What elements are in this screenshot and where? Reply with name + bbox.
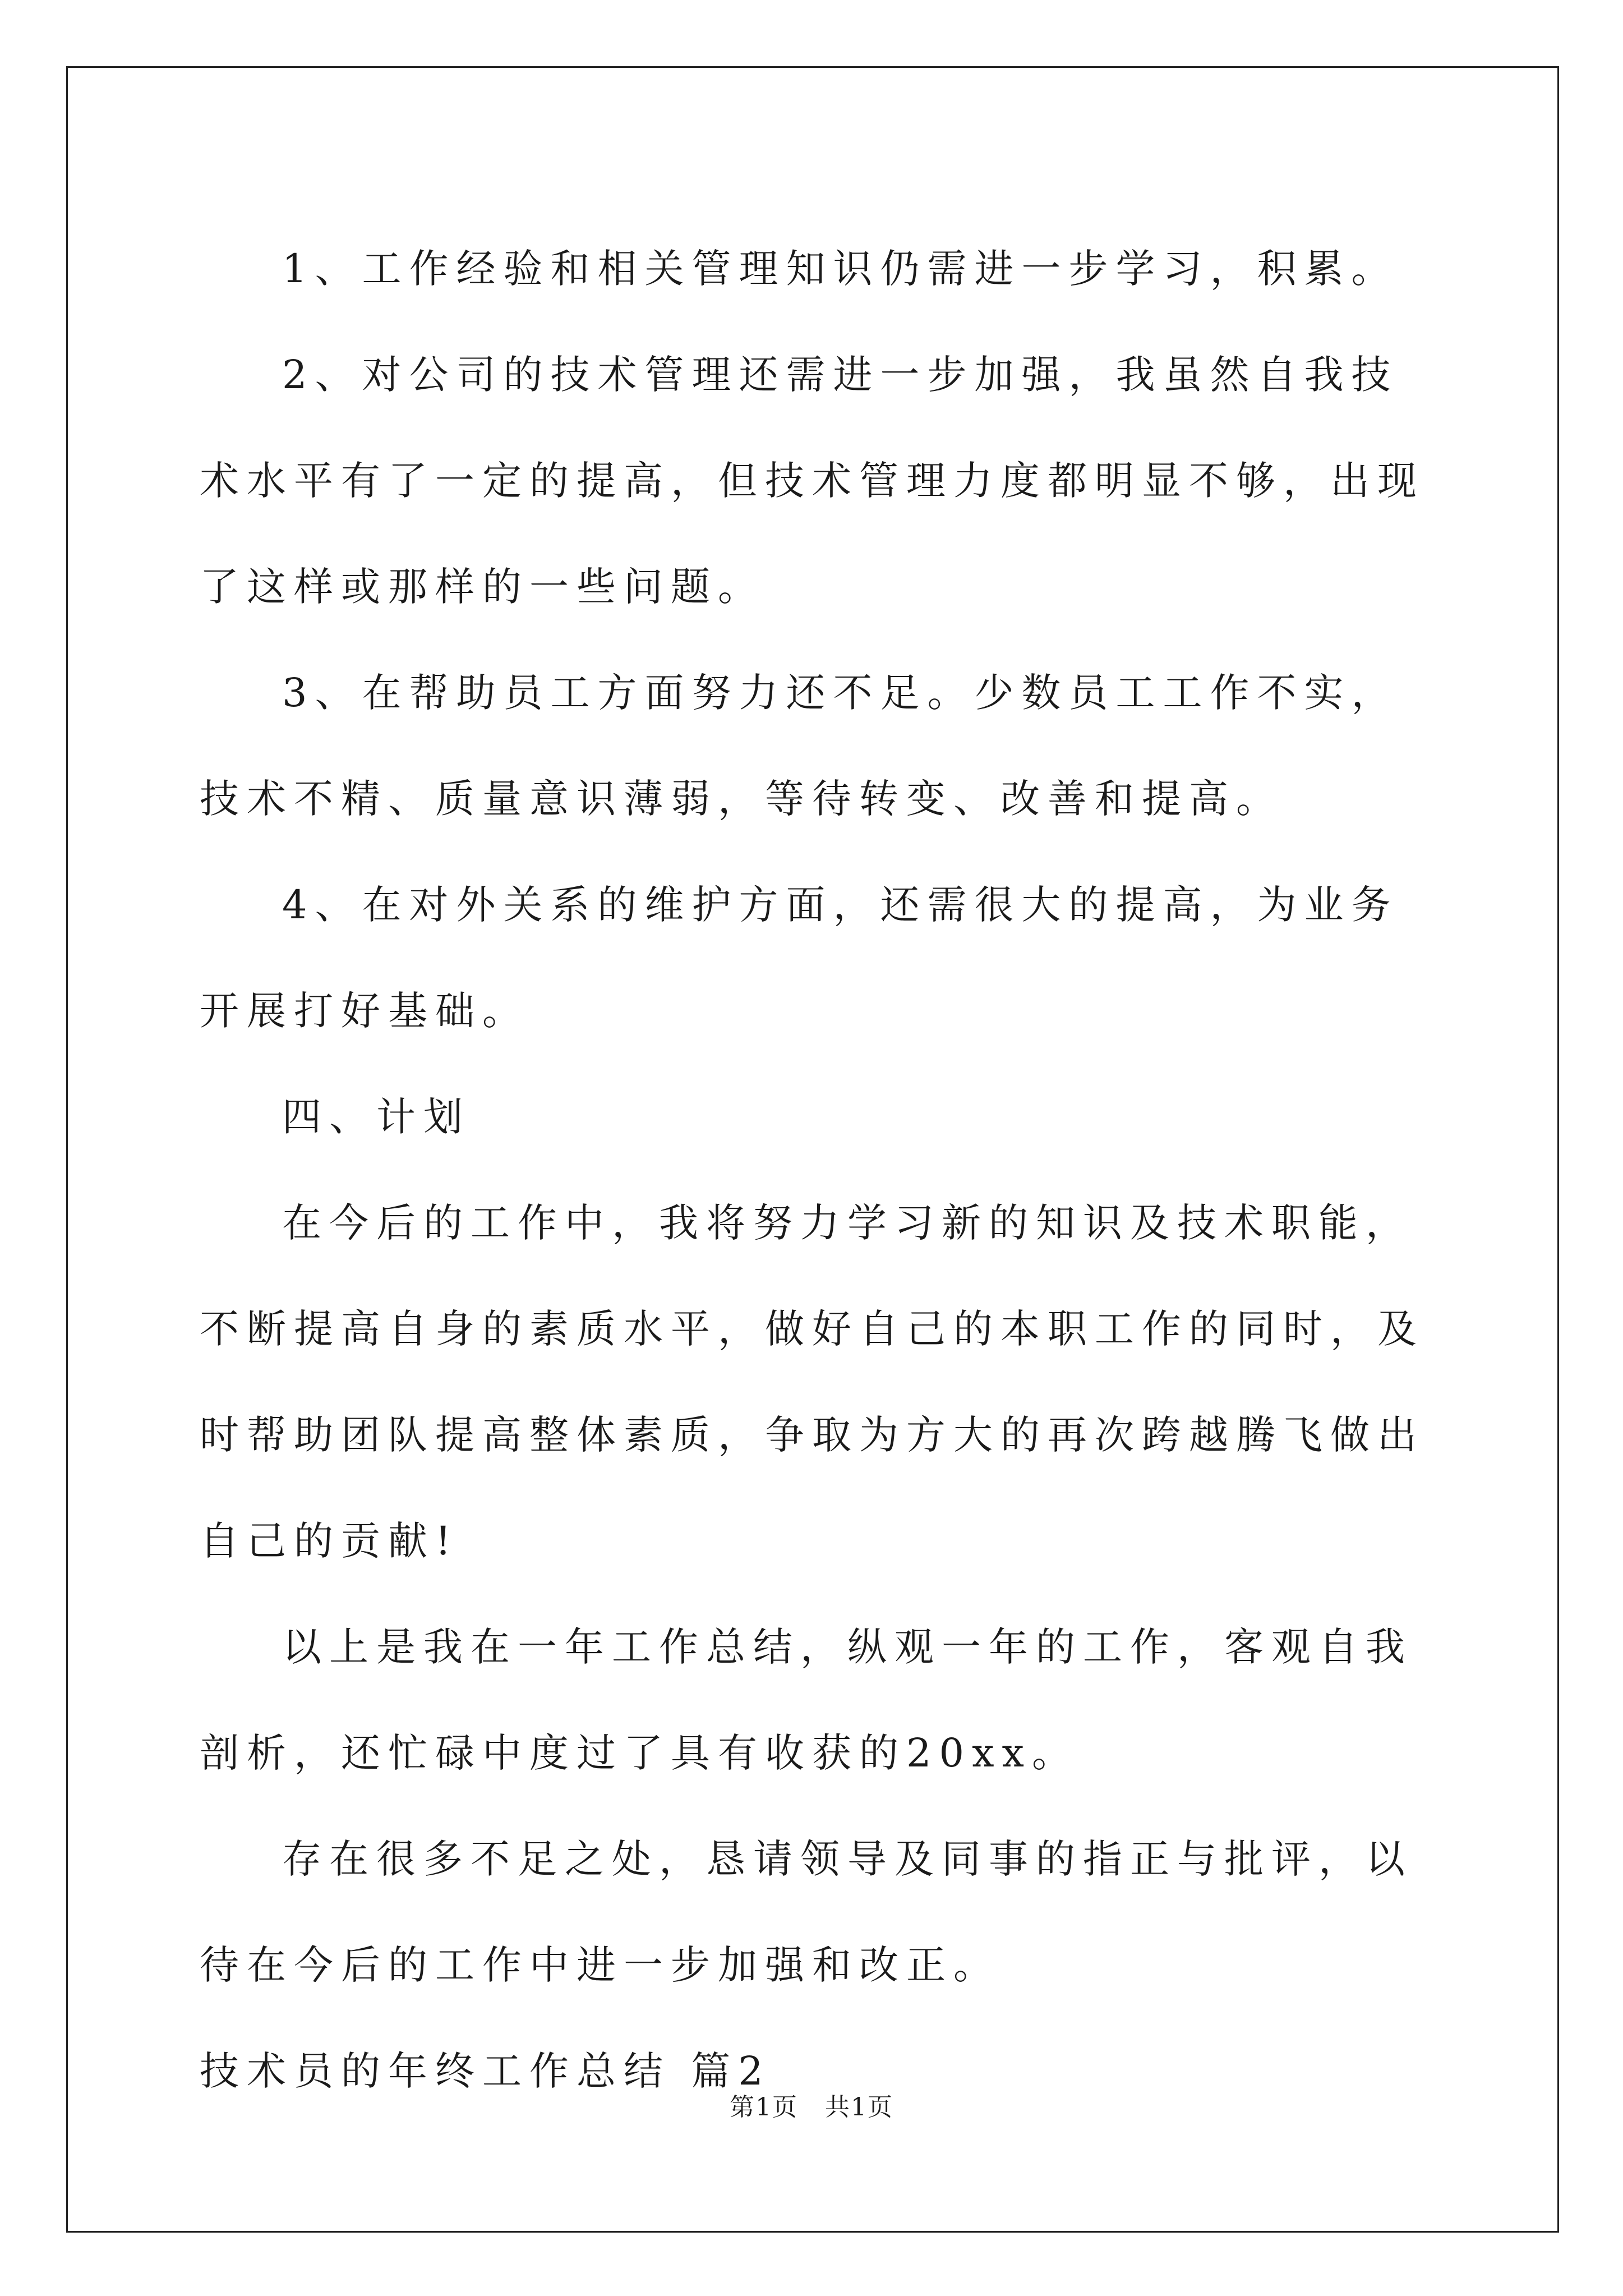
page-total: 共1页 xyxy=(825,2093,893,2122)
paragraph-summary: 以上是我在一年工作总结，纵观一年的工作，客观自我剖析，还忙碌中度过了具有收获的20xx。 xyxy=(200,1624,1413,1776)
article-title-part-2: 技术员的年终工作总结 篇2 xyxy=(200,2048,771,2094)
paragraph-closing: 存在很多不足之处，恳请领导及同事的指正与批评，以待在今后的工作中进一步加强和改正。 xyxy=(200,1836,1413,1988)
section-heading-plan: 四、计划 xyxy=(282,1094,471,1140)
paragraph-3: 3、在帮助员工方面努力还不足。少数员工工作不实，技术不精、质量意识薄弱，等待转变、改善和提高。 xyxy=(200,670,1399,822)
page-footer xyxy=(0,2087,1623,2123)
page-number: 第1页 xyxy=(730,2093,798,2122)
paragraph-plan: 在今后的工作中，我将努力学习新的知识及技术职能，不断提高自身的素质水平，做好自己的本职工作的同时，及时帮助团队提高整体素质，争取为方大的再次跨越腾飞做出自己的贡献! xyxy=(200,1200,1424,1564)
paragraph-4: 4、在对外关系的维护方面，还需很大的提高，为业务开展打好基础。 xyxy=(200,882,1399,1034)
paragraph-2: 2、对公司的技术管理还需进一步加强，我虽然自我技术水平有了一定的提高，但技术管理力度都明显不够，出现了这样或那样的一些问题。 xyxy=(200,352,1424,610)
paragraph-1: 1、工作经验和相关管理知识仍需进一步学习，积累。 xyxy=(282,246,1399,292)
document-body xyxy=(200,216,1433,2124)
